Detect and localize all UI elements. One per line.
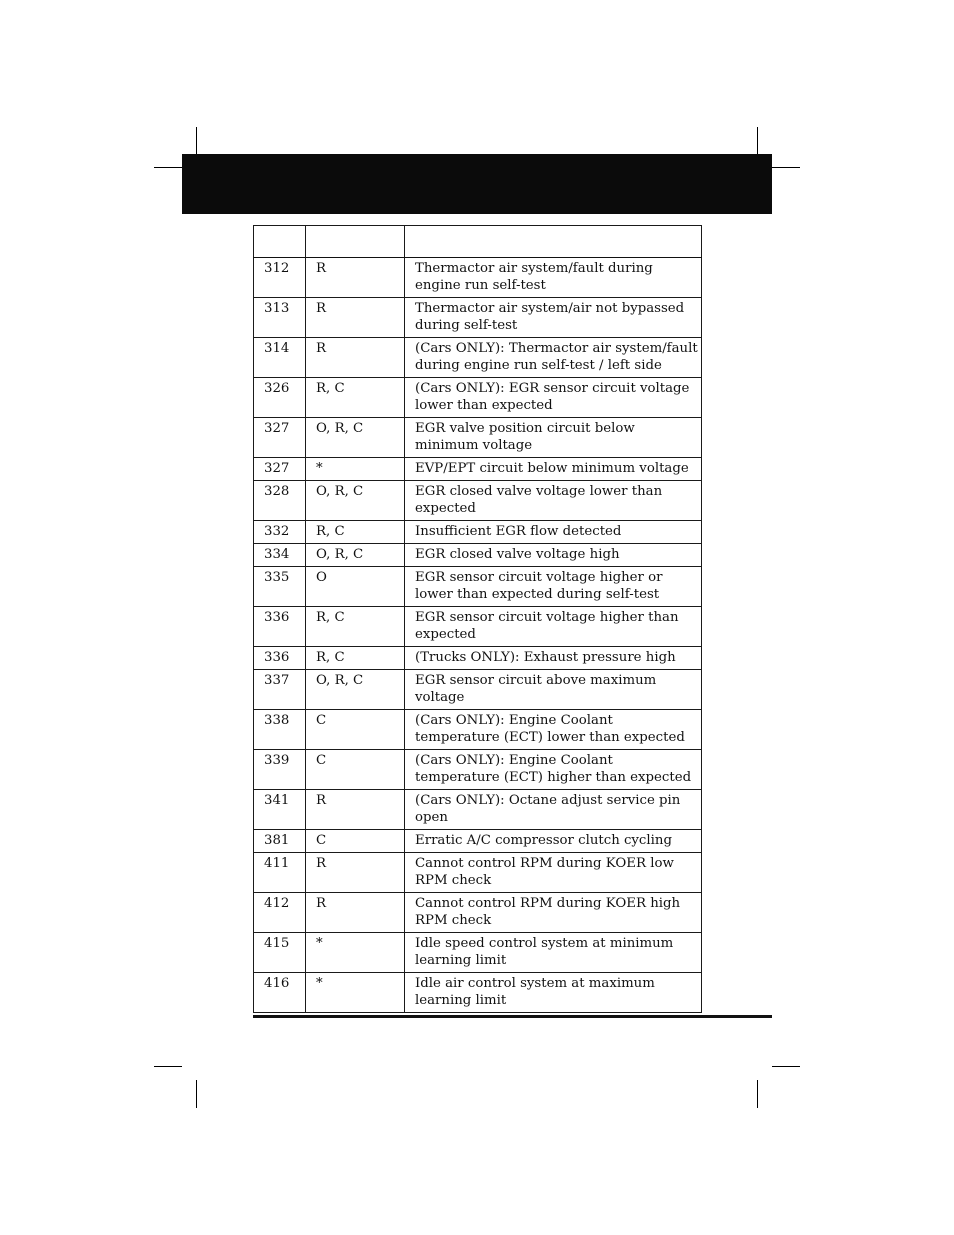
- table-body: [254, 258, 702, 1013]
- cell-code: 326: [254, 378, 306, 418]
- crop-mark-bottom-left-horizontal: [154, 1066, 182, 1067]
- cell-description: EGR sensor circuit above maximum voltage: [405, 670, 702, 710]
- cell-description: (Cars ONLY): Thermactor air system/fault during engine run self-test / left side: [405, 338, 702, 378]
- cell-code: 334: [254, 544, 306, 567]
- table-row: [254, 710, 702, 750]
- cell-description: EGR sensor circuit voltage higher than expected: [405, 607, 702, 647]
- cell-mode: R, C: [306, 607, 405, 647]
- cell-description: Cannot control RPM during KOER high RPM check: [405, 893, 702, 933]
- cell-description: Thermactor air system/air not bypassed during self-test: [405, 298, 702, 338]
- table-row: [254, 853, 702, 893]
- table-row: [254, 298, 702, 338]
- cell-description: EGR closed valve voltage lower than expected: [405, 481, 702, 521]
- cell-code: 339: [254, 750, 306, 790]
- cell-mode: O, R, C: [306, 544, 405, 567]
- cell-description: Idle air control system at maximum learning limit: [405, 973, 702, 1013]
- cell-code: 327: [254, 418, 306, 458]
- table-row: [254, 418, 702, 458]
- header-mode: [306, 226, 405, 258]
- cell-code: 411: [254, 853, 306, 893]
- cell-code: 336: [254, 607, 306, 647]
- cell-code: 328: [254, 481, 306, 521]
- cell-mode: C: [306, 710, 405, 750]
- cell-description: (Cars ONLY): Engine Coolant temperature (ECT) lower than expected: [405, 710, 702, 750]
- cell-description: EGR valve position circuit below minimum voltage: [405, 418, 702, 458]
- cell-mode: *: [306, 458, 405, 481]
- table-row: [254, 458, 702, 481]
- cell-description: (Cars ONLY): Octane adjust service pin open: [405, 790, 702, 830]
- crop-mark-bottom-right-horizontal: [772, 1066, 800, 1067]
- cell-description: (Cars ONLY): Engine Coolant temperature (ECT) higher than expected: [405, 750, 702, 790]
- cell-code: 313: [254, 298, 306, 338]
- cell-code: 338: [254, 710, 306, 750]
- footer-rule: [253, 1015, 772, 1018]
- cell-description: Insufficient EGR flow detected: [405, 521, 702, 544]
- cell-mode: C: [306, 750, 405, 790]
- cell-mode: *: [306, 973, 405, 1013]
- cell-description: Thermactor air system/fault during engine run self-test: [405, 258, 702, 298]
- cell-mode: R: [306, 853, 405, 893]
- cell-mode: R: [306, 790, 405, 830]
- cell-description: EGR sensor circuit voltage higher or lower than expected during self-test: [405, 567, 702, 607]
- crop-mark-bottom-right-vertical: [757, 1080, 758, 1108]
- table-row: [254, 893, 702, 933]
- cell-code: 415: [254, 933, 306, 973]
- cell-mode: R, C: [306, 647, 405, 670]
- table-row: [254, 258, 702, 298]
- crop-mark-top-left-horizontal: [154, 167, 182, 168]
- cell-mode: *: [306, 933, 405, 973]
- crop-mark-top-left-vertical: [196, 127, 197, 154]
- cell-description: (Trucks ONLY): Exhaust pressure high: [405, 647, 702, 670]
- table-row: [254, 567, 702, 607]
- table-row: [254, 933, 702, 973]
- header-code: [254, 226, 306, 258]
- cell-code: 416: [254, 973, 306, 1013]
- table-row: [254, 521, 702, 544]
- table-row: [254, 790, 702, 830]
- crop-mark-top-right-vertical: [757, 127, 758, 154]
- cell-description: Idle speed control system at minimum learning limit: [405, 933, 702, 973]
- cell-code: 335: [254, 567, 306, 607]
- cell-mode: O: [306, 567, 405, 607]
- cell-description: EVP/EPT circuit below minimum voltage: [405, 458, 702, 481]
- cell-code: 314: [254, 338, 306, 378]
- cell-mode: C: [306, 830, 405, 853]
- table-row: [254, 750, 702, 790]
- cell-code: 341: [254, 790, 306, 830]
- cell-mode: R: [306, 338, 405, 378]
- cell-mode: O, R, C: [306, 418, 405, 458]
- cell-description: (Cars ONLY): EGR sensor circuit voltage lower than expected: [405, 378, 702, 418]
- table-row: [254, 647, 702, 670]
- cell-mode: R: [306, 258, 405, 298]
- table-row: [254, 670, 702, 710]
- table-row: [254, 607, 702, 647]
- page-header-bar: [182, 154, 772, 214]
- cell-code: 312: [254, 258, 306, 298]
- trouble-code-table: [253, 225, 702, 1013]
- cell-mode: R: [306, 298, 405, 338]
- cell-code: 327: [254, 458, 306, 481]
- table-row: [254, 481, 702, 521]
- crop-mark-bottom-left-vertical: [196, 1080, 197, 1108]
- cell-mode: R: [306, 893, 405, 933]
- cell-code: 336: [254, 647, 306, 670]
- cell-mode: R, C: [306, 521, 405, 544]
- table-row: [254, 378, 702, 418]
- table-header-row: [254, 226, 702, 258]
- cell-mode: R, C: [306, 378, 405, 418]
- header-description: [405, 226, 702, 258]
- table-row: [254, 830, 702, 853]
- cell-code: 412: [254, 893, 306, 933]
- cell-code: 337: [254, 670, 306, 710]
- cell-description: Erratic A/C compressor clutch cycling: [405, 830, 702, 853]
- cell-mode: O, R, C: [306, 670, 405, 710]
- cell-code: 332: [254, 521, 306, 544]
- table-row: [254, 973, 702, 1013]
- cell-description: Cannot control RPM during KOER low RPM check: [405, 853, 702, 893]
- cell-mode: O, R, C: [306, 481, 405, 521]
- table-row: [254, 338, 702, 378]
- cell-description: EGR closed valve voltage high: [405, 544, 702, 567]
- table-row: [254, 544, 702, 567]
- crop-mark-top-right-horizontal: [772, 167, 800, 168]
- cell-code: 381: [254, 830, 306, 853]
